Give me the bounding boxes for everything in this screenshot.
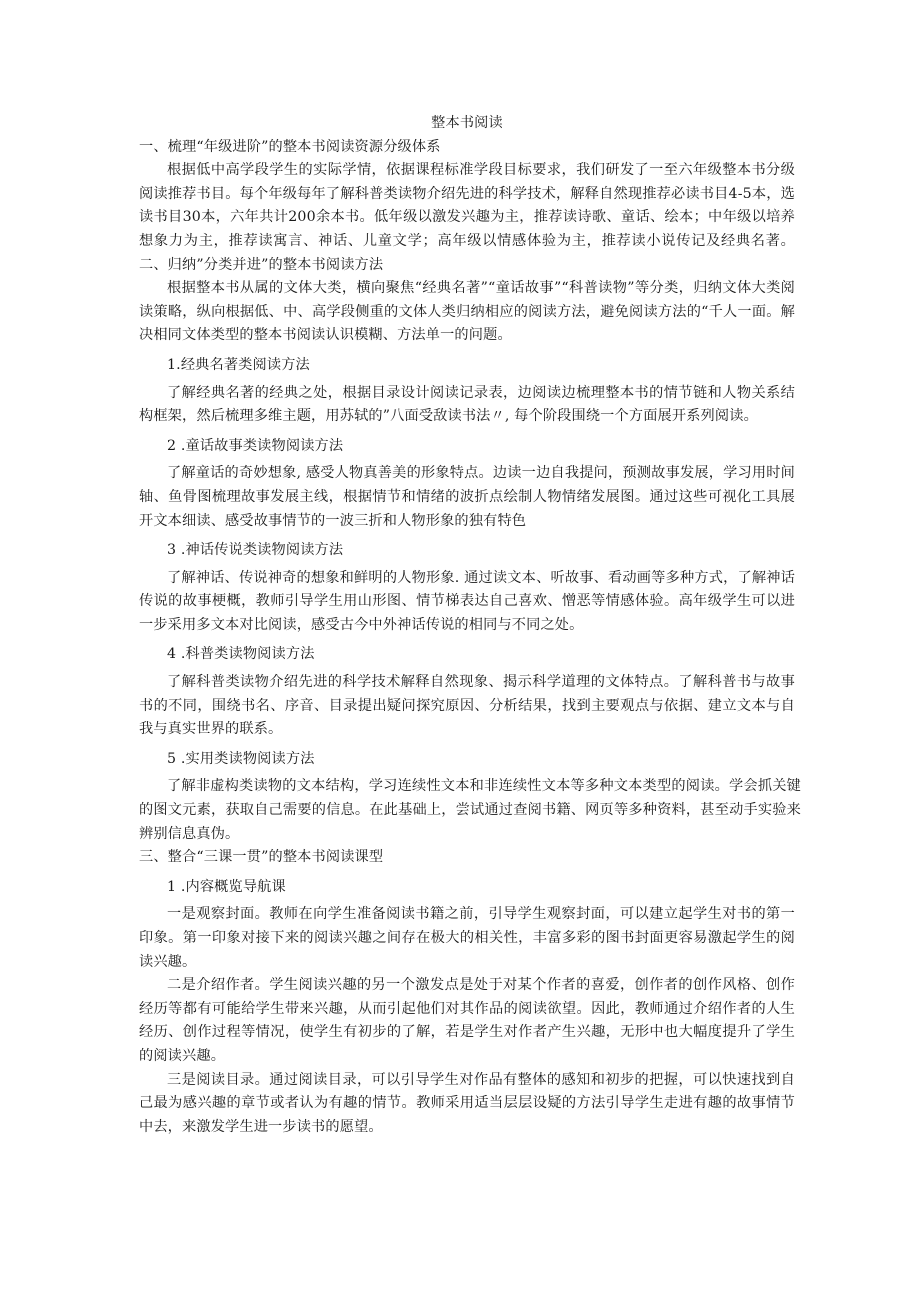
method-3-heading: 3 .神话传说类读物阅读方法 (167, 542, 344, 559)
method-1-heading: 1.经典名著类阅读方法 (167, 356, 310, 373)
section-3-heading: 三、整合“三课一贯”的整本书阅读课型 (139, 849, 384, 866)
course-1-heading: 1 .内容概览导航课 (167, 878, 286, 895)
method-4-heading: 4 .科普类读物阅读方法 (167, 646, 315, 663)
document-title: 整本书阅读 (431, 115, 503, 131)
course-paragraph-3: 三是阅读目录。通过阅读目录，可以引导学生对作品有整体的感知和初步的把握，可以快速找到自己最为感兴趣的章节或者认为有趣的情节。教师采用适当层层设疑的方法引导学生走进有趣的故事情节中去，来激发学生进一步读书的愿望。 (139, 1071, 795, 1135)
course-paragraph-2: 二是介绍作者。学生阅读兴趣的另一个激发点是处于对某个作者的喜爱，创作者的创作风格、创作经历等都有可能给学生带来兴趣，从而引起他们对其作品的阅读欲望。因此，教师通过介绍作者的人生经历、创作过程等情况，使学生有初步的了解，若是学生对作者产生兴趣，无形中也大幅度提升了学生的阅读兴趣。 (139, 977, 795, 1064)
section-2-intro: 根据整本书从属的文体大类，横向聚焦“经典名著”“童话故事”“科普读物”等分类，归纳文体大类阅读策略，纵向根据低、中、高学段侧重的文体人类归纳相应的阅读方法，避免阅读方法的“千人一面。解决相同文体类型的整本书阅读认识模糊、方法单一的问题。 (139, 280, 795, 344)
section-1-paragraph: 根据低中高学段学生的实际学情，依据课程标准学段目标要求，我们研发了一至六年级整本书分级阅读推荐书目。每个年级每年了解科普类读物介绍先进的科学技术，解释自然现推荐必读书目4-5本，选读书目30本，六年共计200余本书。低年级以激发兴趣为主，推荐读诗歌、童话、绘本；中年级以培养想象力为主，推荐读寓言、神话、儿童文学；高年级以情感体验为主，推荐读小说传记及经典名著。二、归纳”分类并进”的整本书阅读方法 (139, 162, 795, 273)
document-body (139, 112, 801, 1139)
method-2-heading: 2 .童话故事类读物阅读方法 (167, 437, 344, 454)
section-1-heading: 一、梳理“年级进阶”的整本书阅读资源分级体系 (139, 138, 441, 155)
method-5-body: 了解非虚构类读物的文本结构，学习连续性文本和非连续性文本等多种文本类型的阅读。学会抓关键的图文元素，获取自己需要的信息。在此基础上，尝试通过查阅书籍、网页等多种资料，甚至动手实验来辨别信息真伪。 (139, 778, 801, 842)
method-5-heading: 5 .实用类读物阅读方法 (167, 750, 315, 767)
method-3-body: 了解神话、传说神奇的想象和鲜明的人物形象. 通过读文本、听故事、看动画等多种方式，了解神话传说的故事梗概，教师引导学生用山形图、情节梯表达自己喜欢、憎恶等情感体验。高年级学生可以进一步采用多文本对比阅读，感受古今中外神话传说的相同与不同之处。 (139, 569, 795, 633)
method-4-body: 了解科普类读物介绍先进的科学技术解释自然现象、揭示科学道理的文体特点。了解科普书与故事书的不同，围绕书名、序音、目录提出疑问探究原因、分析结果，找到主要观点与依据、建立文本与自我与真实世界的联系。 (139, 674, 795, 738)
course-paragraph-1: 一是观察封面。教师在向学生准备阅读书籍之前，引导学生观察封面，可以建立起学生对书的第一印象。第一印象对接下来的阅读兴趣之间存在极大的相关性，丰富多彩的图书封面更容易激起学生的阅读兴趣。 (139, 906, 795, 970)
method-1-body: 了解经典名著的经典之处，根据目录设计阅读记录表，边阅读边梳理整本书的情节链和人物关系结构框架，然后梳理多维主题，用苏轼的”八面受敌读书法〃, 每个阶段围绕一个方面展开系列阅读。 (139, 384, 795, 425)
method-2-body: 了解童话的奇妙想象, 感受人物真善美的形象特点。边读一边自我提问，预测故事发展，学习用时间轴、鱼骨图梳理故事发展主线，根据情节和情绪的波折点绘制人物情绪发展图。通过这些可视化工具展开文本细读、感受故事情节的一波三折和人物形象的独有特色 (139, 465, 795, 529)
